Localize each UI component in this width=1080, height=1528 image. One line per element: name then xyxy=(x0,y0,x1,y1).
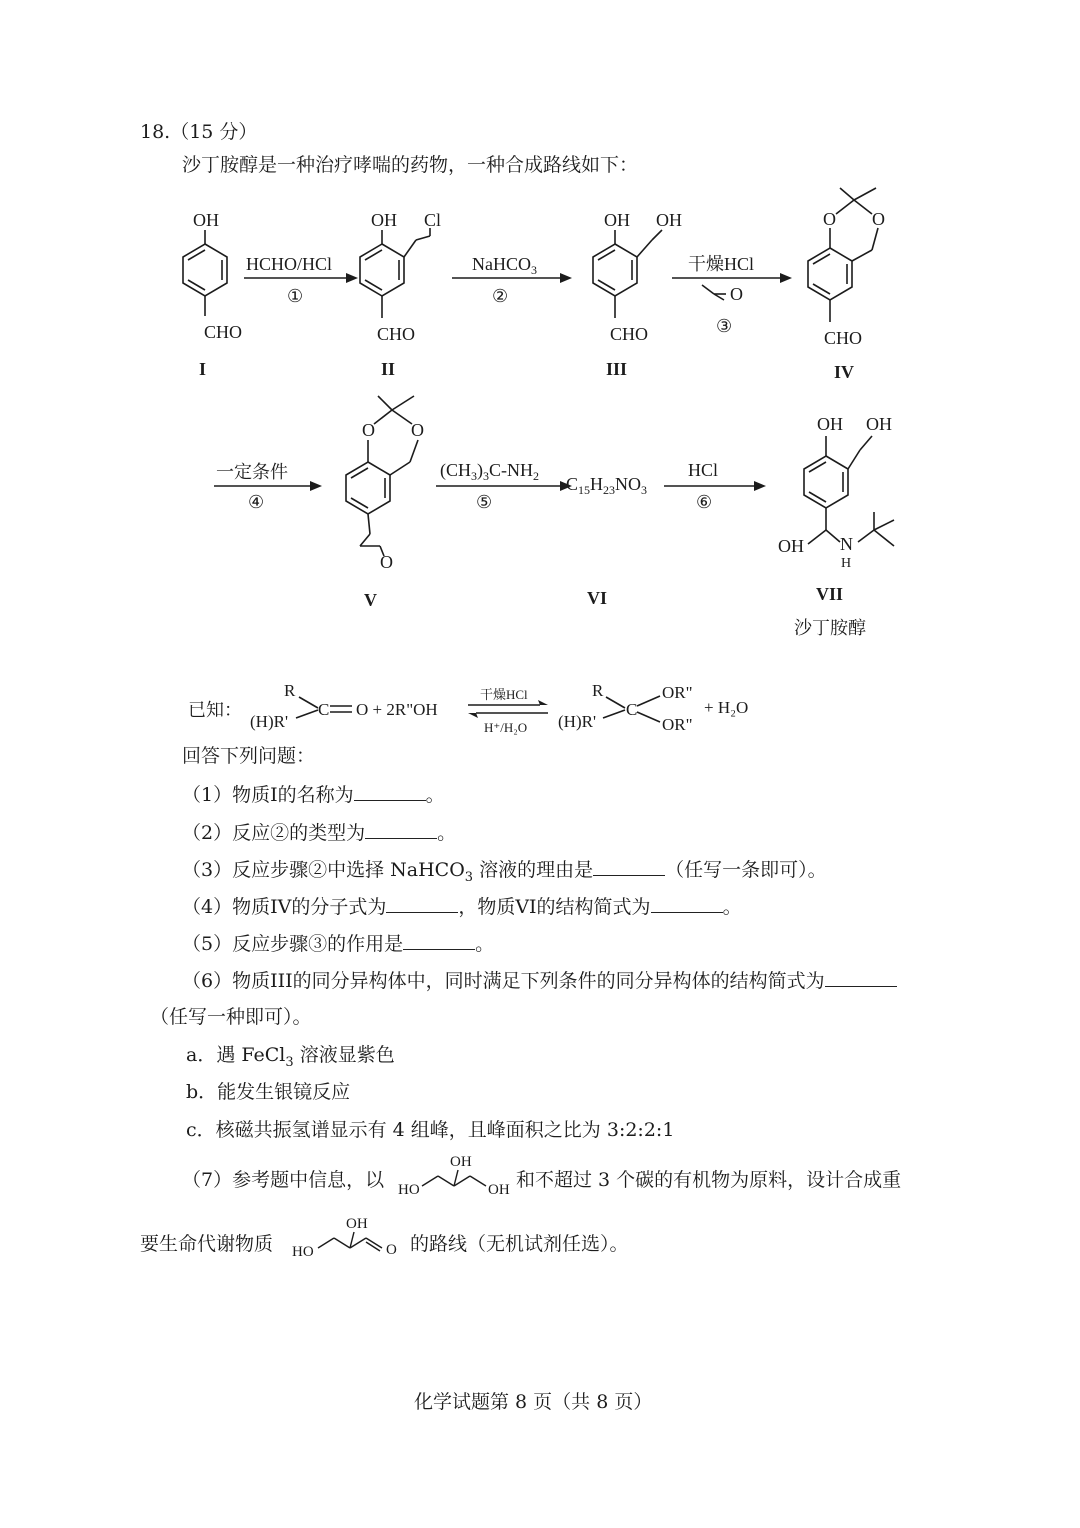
step1-num: ① xyxy=(287,286,304,306)
known-forward-cond: 干燥HCl xyxy=(480,687,528,702)
condition-b: b．能发生银镜反应 xyxy=(186,1081,351,1103)
glyceraldehyde-structure xyxy=(290,1212,410,1262)
synthesis-scheme xyxy=(0,0,1080,735)
drug-name: 沙丁胺醇 xyxy=(794,618,866,638)
svg-text:O: O xyxy=(386,1242,397,1258)
part-1: （1）物质I的名称为 。 xyxy=(182,784,445,806)
known-or-top: OR" xyxy=(662,683,693,702)
step3-num: ③ xyxy=(716,316,733,336)
svg-text:OH: OH xyxy=(450,1154,472,1170)
part-2: （2）反应②的类型为 。 xyxy=(182,822,457,844)
step2-reagent: NaHCO$_3$ xyxy=(472,254,537,277)
I-cho: CHO xyxy=(204,322,243,342)
part-3: （3）反应步骤②中选择 NaHCO$_3$ 溶液的理由是 （任写一条即可）。 xyxy=(182,859,827,885)
svg-text:OH: OH xyxy=(488,1182,510,1198)
part-7-a: （7）参考题中信息，以 xyxy=(182,1169,385,1191)
known-c-right: C xyxy=(626,700,638,719)
VII-n: N xyxy=(840,534,853,554)
IV-cho: CHO xyxy=(824,328,863,348)
acetone-o: O xyxy=(730,284,743,304)
known-hr-right: (H)R' xyxy=(558,712,597,731)
vi-formula: $C_{15}H_{23}NO_3$ xyxy=(566,474,648,497)
IV-o2: O xyxy=(872,209,885,229)
svg-text:HO: HO xyxy=(292,1244,314,1260)
part-6-note: （任写一种即可）。 xyxy=(150,1006,312,1028)
known-r-left: R xyxy=(284,681,296,700)
part-5: （5）反应步骤③的作用是 。 xyxy=(182,933,495,955)
label-I: I xyxy=(199,359,207,379)
step2-num: ② xyxy=(492,286,509,306)
step6-reagent: HCl xyxy=(688,460,719,480)
glycerol-structure xyxy=(396,1150,514,1200)
VII-oh: OH xyxy=(817,414,843,434)
III-oh2: OH xyxy=(656,210,682,230)
part-4: （4）物质IV的分子式为 ，物质VI的结构简式为 。 xyxy=(182,896,742,918)
part-7-c: 要生命代谢物质 xyxy=(140,1233,274,1255)
known-water: + H₂O xyxy=(704,698,749,717)
known-or-bottom: OR" xyxy=(662,715,693,734)
step4-num: ④ xyxy=(248,492,265,512)
answer-prompt: 回答下列问题： xyxy=(182,745,316,767)
III-cho: CHO xyxy=(610,324,649,344)
II-cl: Cl xyxy=(424,210,442,230)
III-oh: OH xyxy=(604,210,630,230)
svg-text:HO: HO xyxy=(398,1182,420,1198)
step5-reagent: $(CH_3)_3C-NH_2$ xyxy=(440,460,539,483)
part-6: （6）物质III的同分异构体中，同时满足下列条件的同分异构体的结构简式为 xyxy=(182,968,897,993)
step5-num: ⑤ xyxy=(476,492,493,512)
step6-num: ⑥ xyxy=(696,492,713,512)
label-III: III xyxy=(606,359,628,379)
label-V: V xyxy=(364,590,377,610)
label-IV: IV xyxy=(834,362,855,382)
VII-oh2: OH xyxy=(866,414,892,434)
label-VI: VI xyxy=(587,588,608,608)
part-7-b: 和不超过 3 个碳的有机物为原料，设计合成重 xyxy=(516,1169,902,1191)
step1-reagent: HCHO/HCl xyxy=(246,254,333,274)
known-c-left: C xyxy=(318,700,330,719)
part-7-d: 的路线（无机试剂任选）。 xyxy=(410,1233,629,1255)
known-prefix: 已知： xyxy=(188,700,242,720)
II-cho: CHO xyxy=(377,324,416,344)
known-reactants: O + 2R"OH xyxy=(356,700,438,719)
IV-o1: O xyxy=(823,209,836,229)
VII-nh: H xyxy=(841,556,852,571)
known-hr-left: (H)R' xyxy=(250,712,289,731)
II-oh: OH xyxy=(371,210,397,230)
I-oh: OH xyxy=(193,210,219,230)
step4-reagent: 一定条件 xyxy=(216,462,288,482)
known-reverse-cond: H⁺/H₂O xyxy=(484,720,528,735)
label-VII: VII xyxy=(816,584,844,604)
svg-text:OH: OH xyxy=(346,1216,368,1232)
page-footer: 化学试题第 8 页（共 8 页） xyxy=(414,1391,653,1413)
V-o2: O xyxy=(411,420,424,440)
VII-oh3: OH xyxy=(778,536,804,556)
step3-reagent: 干燥HCl xyxy=(688,254,755,274)
condition-a: a．遇 FeCl$_3$ 溶液显紫色 xyxy=(186,1044,395,1070)
known-r-right: R xyxy=(592,681,604,700)
V-o1: O xyxy=(362,420,375,440)
question-header: 18.（15 分） xyxy=(140,121,258,143)
question-intro: 沙丁胺醇是一种治疗哮喘的药物，一种合成路线如下： xyxy=(182,154,639,176)
label-II: II xyxy=(381,359,396,379)
condition-c: c．核磁共振氢谱显示有 4 组峰，且峰面积之比为 3:2:2:1 xyxy=(186,1119,675,1141)
V-epoxide-o: O xyxy=(380,552,393,572)
